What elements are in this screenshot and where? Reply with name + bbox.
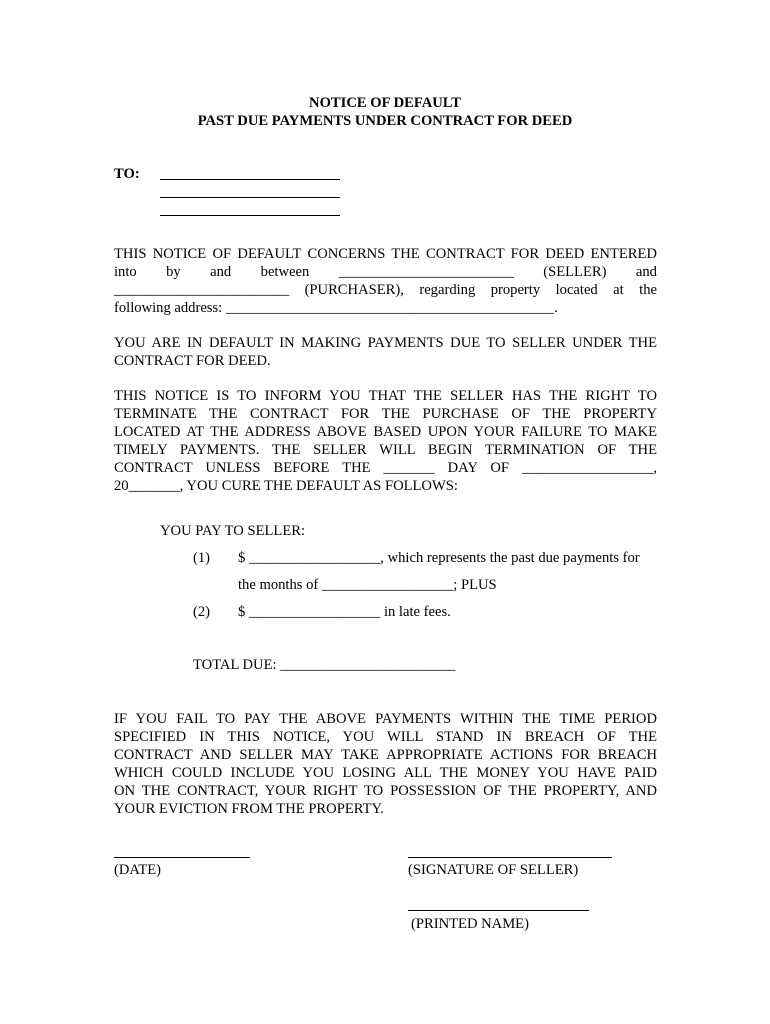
- item-2-number: (2): [193, 604, 211, 620]
- p4-line-4: WHICH COULD INCLUDE YOU LOSING ALL THE MONEY YOU HAVE PAID: [114, 764, 657, 781]
- purchaser-name-blank: ________________________: [114, 281, 290, 298]
- p1-line-1: THIS NOTICE OF DEFAULT CONCERNS THE CONTRACT FOR DEED ENTERED: [114, 246, 657, 262]
- seller-name-blank: ________________________: [338, 263, 514, 280]
- p3-line-5: CONTRACT UNLESS BEFORE THE _______ DAY OF __________________,: [114, 459, 658, 476]
- seller-signature-line: [408, 857, 612, 858]
- p3-line-6: 20_______, YOU CURE THE DEFAULT AS FOLLOWS:: [114, 477, 458, 494]
- item-2-text: $ __________________ in late fees.: [238, 604, 451, 620]
- paragraph-contract-concerns: [114, 246, 657, 318]
- title-line-1: NOTICE OF DEFAULT: [309, 95, 461, 111]
- paragraph-in-default: [114, 335, 657, 371]
- paragraph-right-to-terminate: [114, 388, 657, 495]
- p1-line-2: into by and between ________________________ (SELLER) and: [114, 263, 657, 280]
- p4-line-1: IF YOU FAIL TO PAY THE ABOVE PAYMENTS WITHIN THE TIME PERIOD: [114, 711, 657, 727]
- printed-name-line: [408, 910, 589, 911]
- to-label: TO:: [114, 166, 140, 182]
- printed-name-label: (PRINTED NAME): [411, 916, 529, 932]
- p1-line-4: following address: _____________________________________________.: [114, 299, 558, 316]
- p3-line-2: TERMINATE THE CONTRACT FOR THE PURCHASE OF THE PROPERTY: [114, 405, 657, 422]
- paragraph-breach-warning: [114, 711, 657, 818]
- p4-line-5: ON THE CONTRACT, YOUR RIGHT TO POSSESSION OF THE PROPERTY, AND: [114, 782, 657, 799]
- seller-signature-label: (SIGNATURE OF SELLER): [408, 862, 579, 878]
- p4-line-3: CONTRACT AND SELLER MAY TAKE APPROPRIATE ACTIONS FOR BREACH: [114, 746, 657, 763]
- p4-line-6: YOUR EVICTION FROM THE PROPERTY.: [114, 800, 384, 817]
- to-line-1: [160, 179, 340, 180]
- p3-line-1: THIS NOTICE IS TO INFORM YOU THAT THE SELLER HAS THE RIGHT TO: [114, 388, 657, 404]
- date-label: (DATE): [114, 862, 162, 878]
- item-1-number: (1): [193, 550, 211, 566]
- date-line: [114, 857, 250, 858]
- p2-line-2: CONTRACT FOR DEED.: [114, 352, 271, 369]
- p3-line-4: TIMELY PAYMENTS. THE SELLER WILL BEGIN TERMINATION OF THE: [114, 441, 657, 458]
- p3-line-3: LOCATED AT THE ADDRESS ABOVE BASED UPON YOUR FAILURE TO MAKE: [114, 423, 657, 440]
- p2-line-1: YOU ARE IN DEFAULT IN MAKING PAYMENTS DUE TO SELLER UNDER THE: [114, 335, 657, 351]
- item-1-continued: the months of __________________; PLUS: [238, 577, 497, 593]
- p1-line-3: ________________________ (PURCHASER), regarding property located at the: [114, 281, 657, 298]
- pay-to-seller-heading: YOU PAY TO SELLER:: [160, 523, 306, 539]
- total-due: TOTAL DUE: ________________________: [193, 657, 456, 673]
- p4-line-2: SPECIFIED IN THIS NOTICE, YOU WILL STAND IN BREACH OF THE: [114, 728, 657, 745]
- to-line-2: [160, 197, 340, 198]
- item-1-text: $ __________________, which represents the past due payments for: [238, 550, 640, 566]
- to-line-3: [160, 215, 340, 216]
- title-line-2: PAST DUE PAYMENTS UNDER CONTRACT FOR DEED: [197, 113, 573, 129]
